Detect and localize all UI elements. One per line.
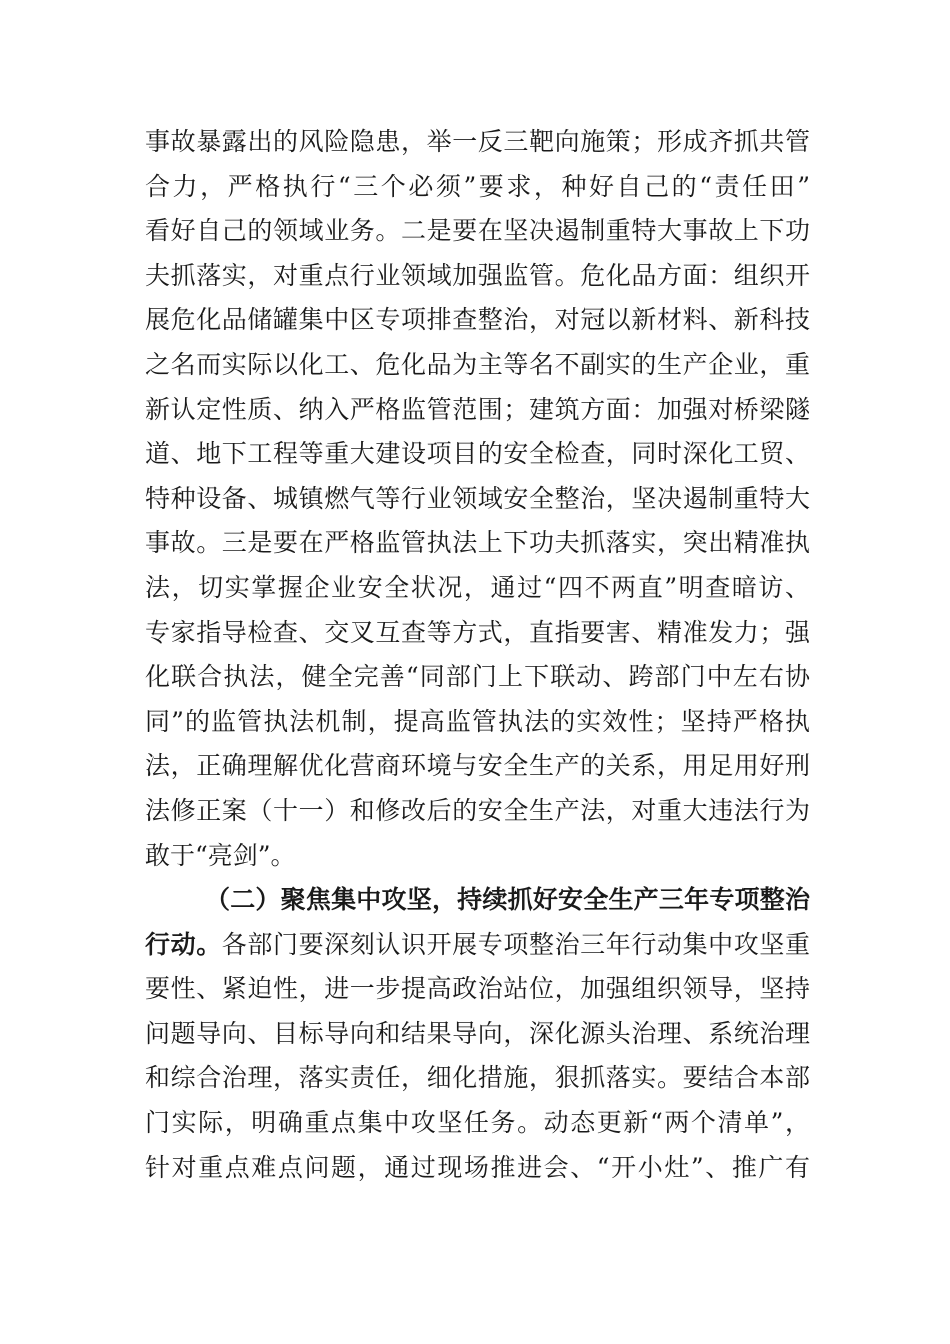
paragraph-1-line: 敢于“亮剑”。	[145, 840, 296, 870]
paragraph-1-line: 之名而实际以化工、危化品为主等名不副实的生产企业，重	[145, 349, 810, 379]
paragraph-1-line: 事故。三是要在严格监管执法上下功夫抓落实，突出精准执	[145, 528, 810, 558]
paragraph-2-line	[145, 923, 810, 968]
paragraph-1-line: 展危化品储罐集中区专项排查整治，对冠以新材料、新科技	[145, 305, 810, 335]
paragraph-1-line: 看好自己的领域业务。二是要在坚决遏制重特大事故上下功	[145, 216, 810, 246]
section-heading: （二）聚焦集中攻坚，持续抓好安全生产三年专项整治	[205, 885, 810, 915]
paragraph-1-line: 法修正案（十一）和修改后的安全生产法，对重大违法行为	[145, 795, 810, 825]
paragraph-1-line: 法，正确理解优化营商环境与安全生产的关系，用足用好刑	[145, 751, 810, 781]
paragraph-2-line: 要性、紧迫性，进一步提高政治站位，加强组织领导，坚持	[145, 974, 810, 1004]
body-text	[145, 120, 810, 1190]
paragraph-2-line: 针对重点难点问题，通过现场推进会、“开小灶”、推广有	[145, 1152, 810, 1182]
paragraph-1-line: 专家指导检查、交叉互查等方式，直指要害、精准发力；强	[145, 617, 810, 647]
paragraph-1-line: 新认定性质、纳入严格监管范围；建筑方面：加强对桥梁隧	[145, 394, 810, 424]
paragraph-1-line: 特种设备、城镇燃气等行业领域安全整治，坚决遏制重特大	[145, 483, 810, 513]
paragraph-1-line: 合力，严格执行“三个必须”要求，种好自己的“责任田”	[145, 171, 811, 201]
paragraph-2-text: 各部门要深刻认识开展专项整治三年行动集中攻坚重	[221, 929, 810, 959]
paragraph-1-line: 事故暴露出的风险隐患，举一反三靶向施策；形成齐抓共管	[145, 127, 810, 156]
section-heading-end: 行动。	[145, 929, 222, 959]
paragraph-1-line: 夫抓落实，对重点行业领域加强监管。危化品方面：组织开	[145, 260, 810, 290]
paragraph-2-line: 门实际，明确重点集中攻坚任务。动态更新“两个清单”，	[145, 1108, 810, 1138]
paragraph-1-line: 化联合执法，健全完善“同部门上下联动、跨部门中左右协	[145, 662, 810, 692]
paragraph-2-line: 和综合治理，落实责任，细化措施，狠抓落实。要结合本部	[145, 1063, 810, 1093]
paragraph-1-line: 法，切实掌握企业安全状况，通过“四不两直”明查暗访、	[145, 572, 810, 602]
paragraph-1-line: 同”的监管执法机制，提高监管执法的实效性；坚持严格执	[145, 706, 810, 736]
paragraph-2-line: 问题导向、目标导向和结果导向，深化源头治理、系统治理	[145, 1018, 810, 1048]
paragraph-1-line: 道、地下工程等重大建设项目的安全检查，同时深化工贸、	[145, 439, 810, 469]
